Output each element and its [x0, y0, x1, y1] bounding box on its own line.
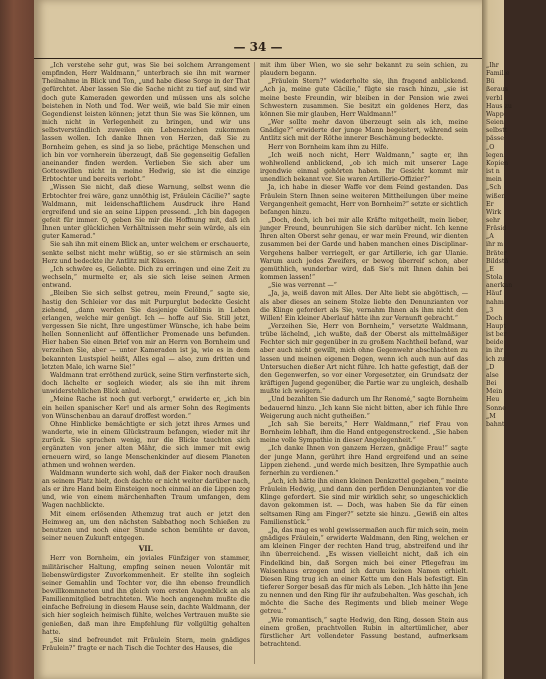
adjacent-page-edge	[482, 0, 513, 679]
adjacent-page-line: Heu	[486, 396, 500, 404]
adjacent-page-line: legen	[486, 151, 504, 159]
paragraph: „Ach, ich hätte ihn einen kleinen Denkzettel gegeben,“ meinte Fräulein Hedwig, „und dann den perfiden Denunzianten vor die Klinge gefordert. Sie sind mir wirklich sehr, so ungeschicklich davon gekommen ist. — Doch, was haben Sie da für einen seltsamen Ring am Finger?“ setzte sie hinzu. „Gewiß ein altes Familienstück.“	[260, 477, 468, 526]
section-heading: VII.	[138, 544, 154, 554]
paragraph: „Ich schwöre es, Geliebte. Dich zu erringen und eine Zeit zu wechseln,“ murmelte er, als sie sich leise seinen Armen entwand.	[42, 265, 250, 290]
adjacent-page-line: anerkan	[486, 282, 513, 290]
paragraph: „Ja, ja, weiß davon mit Alles. Der Alte liebt sie abgöttisch, — als aber dieses an seinem Stolze liebte den Denunzianten vor die Klinge gefordert als Sie, vernahm Ihnen als ihm nicht den Willen! Ein kleiner Aberlauf hätte ihn zur Vernunft gebracht.“	[260, 290, 468, 322]
adjacent-page-line: Wirk	[486, 208, 502, 216]
adjacent-page-line: Wapp	[486, 110, 504, 118]
adjacent-page-line: Bräter	[486, 249, 507, 257]
adjacent-page-line: Stola	[486, 274, 503, 282]
adjacent-page-line: ist n	[486, 168, 500, 176]
paragraph: Waldmann trat erröthend zurück, seine Stirn verfinsterte sich, doch lächelte er sogleich wieder, als sie ihn mit ihrem unwiderstehlichen Blick anlud.	[42, 371, 250, 396]
adjacent-page-line: sehr	[486, 216, 501, 224]
paragraph: Sie sah ihn mit einem Blick an, unter welchem er erschauerte, senkte selbst nicht mehr wüßtig, so er sie stürmisch an sein Herz und bedeckte ihr Antlitz mit Küssen.	[42, 241, 250, 265]
paragraph: Herr von Bornheim kam ihm zu Hilfe.	[268, 143, 389, 151]
adjacent-page-line: selbstt	[486, 127, 508, 135]
adjacent-page-line: Sonne	[486, 404, 506, 412]
adjacent-page-line: „Sch	[486, 184, 502, 192]
page-header	[34, 40, 482, 59]
left-column	[42, 62, 250, 672]
paragraph: „Ich weiß noch nicht, Herr Waldmann,“ sagte er, ihn wohlwollend anblickend, „ob ich mich mit unserer Lage irgendwie einmal gehörten haben. Ihr Gesicht kommt mir unendlich bekannt vor. Sie waren Artillerie-Offizier?“	[260, 151, 468, 184]
adjacent-page-line: ßeraus	[486, 86, 508, 94]
book-page	[34, 0, 482, 679]
adjacent-page-line: Haupt	[486, 323, 506, 330]
adjacent-page-line: Mein	[486, 388, 503, 396]
paragraph: Ohne Hinblicke bemächtigte er sich jetzt ihres Armes und wanderte, wie in einem Glückstraum befangen, wieder mit ihr zurück. Sie sprachen wenig, nur die Blicke tauchten sich ergänzten von jener alten Mähr, die sich immer mit ewig erneuern wird, so lange Menschenkinder auf diesem Planeten athmen und wohnen werden.	[42, 420, 250, 469]
adjacent-page-line: ich zu	[486, 355, 505, 363]
adjacent-page-line: mein	[486, 176, 502, 184]
paragraph: „Ja, das mag es wohl gewissermaßen auch für mich sein, mein gnädiges Fräulein,“ erwiderte Waldmann, den Ring, welchen er am kleinen Finger der rechten Hand trug, abstreifend und ihr ihn überreichend. „Es wissen vielleicht nicht, daß ich ein Findelkind bin, daß Sorgen mich bei einer Pflegefrau im Waisenhaus erzogen und ich darum keinen Namen erhielt. Diesen Ring trug ich an einer Kette um den Hals befestigt. Ein tieferer Sorger besaß das für mich als Leben. „Ich hätte ihn Jene zu nennen und den Ring für ihr aufzubehalten. Was geschah, ich möchte die Sache des Regiments und blieb meiner Wege getreu.“	[260, 526, 468, 616]
adjacent-page-line: in ihr	[486, 347, 504, 355]
right-column	[260, 62, 468, 672]
paragraph: „Ich sah Sie bereits,“ Herr Waldmann,“ rief Frau von Bornheim lebhaft, ihm die Hand entgegenstreckend. „Sie haben meine volle Sympathie in dieser Angelegenheit.“	[260, 420, 468, 445]
adjacent-page-line: Haus zu	[486, 102, 512, 110]
paragraph: „Wie romantisch,“ sagte Hedwig, den Ring, dessen Stein aus einem großen, prachtvollen Rubin in altertümlicher, aber fürstlicher Art vollendeter Fassung bestand, aufmerksam betrachtend.	[260, 616, 468, 649]
adjacent-page-line: „A	[486, 233, 494, 241]
paragraph: „Fräulein Stern?“ wiederholte sie, ihn fragend anblickend. „Ach ja, meine gute Cäcilie,“ fügte sie rasch hinzu, „sie ist meine beste Freundin, wir bleiben in der Pension wie zwei Schwestern zusammen. Sie besitzt ein goldenes Herz, das können Sie mir glauben, Herr Waldmann!“	[260, 78, 468, 118]
adjacent-page-line: alse	[486, 371, 499, 379]
adjacent-page-text	[486, 62, 546, 429]
adjacent-page-line: beide	[486, 339, 504, 347]
adjacent-page-line: Bü	[486, 78, 495, 86]
paragraph: „Wissen Sie nicht, daß diese Warnung, selbst wenn die Erbtochter frei wäre, ganz unnöthig ist, Fräulein Cäcilie?“ sagte Waldmann, mit leidenschaftlichem Ausdruck ihre Hand ergreifend und sie an seine Lippen pressend. „Ich bin dagegen gefeit für immer. O, geben Sie mir die Hoffnung mit, daß ich Ihnen unter glücklichen Verhältnissen mehr sein würde, als ein guter Kamerad.“	[42, 184, 250, 241]
adjacent-page-line: bahnt	[486, 420, 505, 428]
adjacent-page-line: Familie	[486, 70, 510, 78]
adjacent-page-line: „Ihr	[486, 62, 499, 69]
paragraph: „Und bezahlten Sie dadurch um Ihr Renomé,“ sagte Bornheim bedauernd hinzu. „Ich kann Sie nicht bitten, aber ich fühle Ihre Weigerung auch nicht gutheißen.“	[260, 396, 468, 420]
paragraph: Ja, ich habe in dieser Waffe vor dem Feind gestanden. Das Fräulein Stern Ihnen seine weiteren Mittheilungen über meine Vergangenheit gemacht, Herr von Bornheim?“ setzte er sichtlich befangen hinzu.	[260, 184, 468, 216]
column-divider	[254, 62, 255, 664]
adjacent-page-line: „D	[486, 363, 495, 371]
paragraph: „Wer sollte mehr davon überzeugt sein als ich, meine Gnädige?“ erwiderte der junge Mann begeistert, während sein Antlitz sich mit der Röthe innerer Beschämung bedeckte.	[260, 119, 468, 143]
paragraph: „Sie was verrennt —“	[268, 282, 337, 290]
paragraph: „Bleiben Sie sich selbst getreu, mein Freund,“ sagte sie, hastig den Schleier vor das mit Purpurglut bedeckte Gesicht ziehend, „dann werden Sie dasjenige Gelöbnis in Leben erlangen, welche mir genügt. Ich — hoffe auf Sie. Still jetzt, vergessen Sie nicht, Ihre ungestümer Wünsche, ich habe beim hellen Sonnenlicht auf öffentlicher Promenade uns befunden. Hier haben Sie einen Brief von mir an Herrn von Bornheim und verzeihen Sie, aber — unter Kameraden ist ja, wie es in dem bekannten Lustspiel heißt, Alles egal — also, zum dritten und letzten Male, ich warne Sie!“	[42, 290, 250, 371]
adjacent-page-line: „M	[486, 412, 496, 420]
book-spine	[0, 0, 34, 679]
adjacent-page-line: Bei	[486, 380, 497, 388]
page-number: — 34 —	[233, 40, 283, 54]
paragraph: Mit einem erlösenden Athemzug trat auch er jetzt den Heimweg an, um den nächsten Sabbathog noch Schießen zu benutzen und noch einer Stunde schon bemühte er davon, seiner neuen Zukunft entgegen.	[42, 510, 250, 543]
paragraph: mit ihm über Wien, wo sie sehr bekannt zu sein schien, zu plaudern begann.	[260, 62, 468, 78]
adjacent-page-line: „3	[486, 306, 494, 314]
adjacent-page-line: Er	[486, 200, 494, 208]
adjacent-page-line: „E	[486, 265, 494, 273]
adjacent-page-line: Häuf	[486, 290, 502, 298]
adjacent-page-line: verbl	[486, 94, 503, 102]
adjacent-page-line: Fräsid	[486, 225, 507, 233]
adjacent-page-line: „O	[486, 143, 495, 151]
paragraph: „Sie sind befreundet mit Fräulein Stern, mein gnädiges Fräulein?“ fragte er nach Tisch die Tochter des Hauses, die	[42, 636, 250, 653]
adjacent-page-line: nahm	[486, 298, 504, 306]
adjacent-page-line: ist ber	[486, 331, 507, 339]
paragraph: Herr von Bornheim, ein joviales Fünfziger von stammer, militärischer Haltung, empfing seinen neuen Volontär mit liebenswürdigster Zuvorkommenheit. Er stellte ihn sogleich seiner Gemahlin und Tochter vor, die ihn ebenso freundlich bewillkommneten und ihn gleich vom ersten Augenblick an als Familienmitglied betrachteten. Wie hoch angenehm mußte die einfache Befreiung in diesem Hause sein, dachte Waldmann, der sich hier sogleich heimisch fühlte, welches Vertrauen mußte sie genießen, daß man ihre Empfehlung für vollgültig gehalten hatte.	[42, 555, 250, 636]
paragraph: Waldmann wunderte sich wohl, daß der Fiaker noch draußen an seinem Platz hielt, doch dachte er nicht weiter darüber nach, als er ihre Hand beim Einsteigen noch einmal an die Lippen zog und, wie von einem märchenhaften Traum umfangen, dem Wagen nachblickte.	[42, 469, 250, 510]
adjacent-page-line: Kopien	[486, 159, 509, 167]
paragraph: „Meine Rache ist noch gut verborgt,“ erwiderte er, „ich bin ein heilen spanischer Ker! und als armer Sohn des Regiments von Wünschenbau an darauf droffest worden.“	[42, 396, 250, 420]
adjacent-page-line: pässe	[486, 135, 504, 143]
adjacent-page-line: ihr m	[486, 241, 504, 249]
adjacent-page-line: wißen	[486, 192, 506, 200]
paragraph: „Ich danke Ihnen von ganzem Herzen, gnädige Frau!“ sagte der junge Mann, gerührt ihre Hand ergreifend und an seine Lippen ziehend. „und werde mich besitzen, Ihre Sympathie auch fernerhin zu verdienen.“	[260, 445, 468, 477]
adjacent-page-line: Bildstä	[486, 257, 509, 265]
paragraph: „Ich verstehe sehr gut, was Sie bei solchem Arrangement empfinden, Herr Waldmann,“ unterbrach sie ihn mit warmer Theilnahme in Blick und Ton, „und habe diese Sorge in der That gefürchtet. Aber lassen Sie die Sache nicht zu tief auf, sind wir doch gute Kameraden geworden und müssen uns als solche beistehen in Noth und Tod. Wer weiß, wie bald Sie mir einen Gegendienst leisten können; jetzt thun Sie was Sie können, um mich nicht in Verlegenheit zu bringen, und wir uns selbstverständlich zuweilen ein Lebenszeichen zukommen lassen wollen. Ich danke Ihnen von Herzen, daß Sie zu Bornheim gehen, es sind ja so liebe, prächtige Menschen und ich bin vor vornherein überzeugt, daß Sie gegenseitig Gefallen aneinander finden werden. Verlieben Sie sich aber um Gotteswillen nicht in meine Hedwig, sie ist die einzige Erbtochter und bereits verlobt.“	[42, 62, 250, 184]
adjacent-page-line: Seien	[486, 119, 504, 127]
adjacent-page-line: Doch	[486, 314, 503, 322]
paragraph: „Verzeihen Sie, Herr von Bornheim,“ versetzte Waldmann, trübe lächelnd, „ich wußte, daß der Oberst als mittelmäßiger Fechter sich mir gegenüber in zu großem Nachtheil befand, war aber auch nicht gewillt, mich ohne Gegenwehr abschlachten zu lassen und meinen eigenen Degen, wenn ich auch nun auf das Untersuchen dießer Art nicht führe. Ich hatte gefestigt, daß der den Gegenwerfen, so vor einer Vorgesetzter, ein Grundsatz der kräftigen Jugend gegenüber, die Partie war zu ungleich, deshalb mußte ich weigern.“	[260, 323, 468, 396]
paragraph: „Doch, doch, ich bei mir alle Kräfte mitgetheilt, mein lieber, junger Freund, beunruhigen Sie sich darüber nicht. Ich kenne Ihren alten Oberst sehr genau, er war mein Freund, wir dienten zusammen bei der Garde und haben manchen eines Disciplinar-Vergehens halber verriegelt, er gar Artillerie, ich gar Ulanie. Warum auch jedes Zweifers, er bewog überreif schon, aber gemüthlich, wunderbar wird, daß Sie's mit Ihnen dahin bei kommen lassen!“	[260, 216, 468, 282]
